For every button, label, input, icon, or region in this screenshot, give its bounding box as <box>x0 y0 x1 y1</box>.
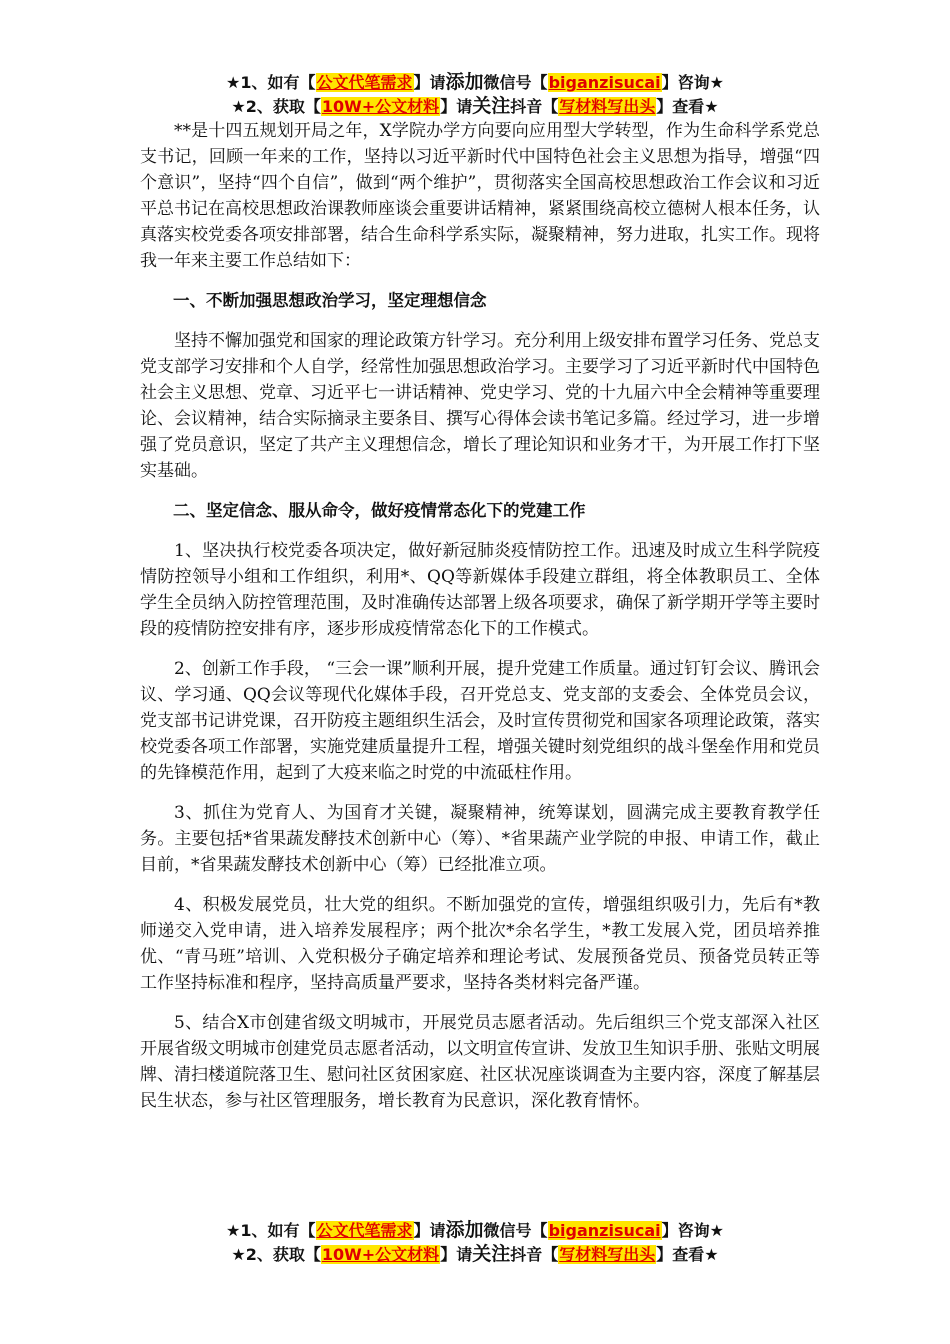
top-banner-line-1 <box>0 70 950 95</box>
banner-text: 】请 <box>440 1245 473 1264</box>
banner-text: 抖音【 <box>510 97 559 116</box>
banner-emphasis: 关注 <box>472 95 511 117</box>
banner-text: 】查看★ <box>656 1245 719 1264</box>
list-item-3: 3、抓住为党育人、为国育才关键，凝聚精神，统筹谋划，圆满完成主要教育教学任务。主要包括*省果蔬发酵技术创新中心（筹）、*省果蔬产业学院的申报、申请工作，截止目前，*省果蔬发酵技术创新中心（筹）已经批准立项。 <box>140 803 820 875</box>
list-item-1: 1、坚决执行校党委各项决定，做好新冠肺炎疫情防控工作。迅速及时成立生科学院疫情防控领导小组和工作组织，利用*、QQ等新媒体手段建立群组，将全体教职员工、全体学生全员纳入防控管理范围，及时准确传达部署上级各项要求，确保了新学期开学等主要时段的疫情防控安排有序，逐步形成疫情常态化下的工作模式。 <box>140 541 820 639</box>
banner-emphasis: 关注 <box>472 1243 511 1265</box>
banner-text: 1、如有【 <box>240 73 316 92</box>
banner-text: 微信号【 <box>483 73 548 92</box>
banner-text: 2、获取【 <box>245 1245 321 1264</box>
banner-text: 微信号【 <box>483 1221 548 1240</box>
list-item-4: 4、积极发展党员，壮大党的组织。不断加强党的宣传，增强组织吸引力，先后有*教师递交入党申请，进入培养发展程序；两个批次*余名学生，*教工发展入党，团员培养推优、“青马班”培训、入党积极分子确定培养和理论考试、发展预备党员、预备党员转正等工作坚持标准和程序，坚持高质量严要求，坚持各类材料完备严谨。 <box>140 895 820 993</box>
banner-text: 】请 <box>440 97 473 116</box>
banner-text: 1、如有【 <box>240 1221 316 1240</box>
star-icon: ★ <box>231 97 246 116</box>
highlight-materials[interactable]: 10W+公文材料 <box>321 1245 440 1264</box>
banner-text: 】咨询★ <box>661 73 724 92</box>
banner-text: 抖音【 <box>510 1245 559 1264</box>
star-icon: ★ <box>226 73 241 92</box>
highlight-service[interactable]: 公文代笔需求 <box>316 73 413 92</box>
banner-text: 2、获取【 <box>245 97 321 116</box>
list-item-5: 5、结合X市创建省级文明城市，开展党员志愿者活动。先后组织三个党支部深入社区开展省级文明城市创建党员志愿者活动，以文明宣传宣讲、发放卫生知识手册、张贴文明展牌、清扫楼道院落卫生、慰问社区贫困家庭、社区状况座谈调查为主要内容，深度了解基层民生状态，参与社区管理服务，增长教育为民意识，深化教育情怀。 <box>140 1013 820 1111</box>
top-banner-line-2 <box>0 94 950 119</box>
bottom-banner-line-1 <box>0 1218 950 1243</box>
highlight-douyin[interactable]: 写材料写出头 <box>559 1245 656 1264</box>
star-icon: ★ <box>231 1245 246 1264</box>
highlight-service[interactable]: 公文代笔需求 <box>316 1221 413 1240</box>
banner-emphasis: 添加 <box>445 71 484 93</box>
banner-emphasis: 添加 <box>445 1219 484 1241</box>
banner-text: 】查看★ <box>656 97 719 116</box>
section-1-paragraph: 坚持不懈加强党和国家的理论政策方针学习。充分利用上级安排布置学习任务、党总支党支部学习安排和个人自学，经常性加强思想政治学习。主要学习了习近平新时代中国特色社会主义思想、党章、习近平七一讲话精神、党史学习、党的十九届六中全会精神等重要理论、会议精神，结合实际摘录主要条目、撰写心得体会读书笔记多篇。经过学习，进一步增强了党员意识，坚定了共产主义理想信念，增长了理论知识和业务才干，为开展工作打下坚实基础。 <box>140 331 820 481</box>
banner-text: 】请 <box>413 73 446 92</box>
highlight-douyin[interactable]: 写材料写出头 <box>559 97 656 116</box>
list-item-2: 2、创新工作手段， “三会一课”顺利开展，提升党建工作质量。通过钉钉会议、腾讯会议、学习通、QQ会议等现代化媒体手段，召开党总支、党支部的支委会、全体党员会议，党支部书记讲党课，召开防疫主题组织生活会，及时宣传贯彻党和国家各项理论政策，落实校党委各项工作部署，实施党建质量提升工程，增强关键时刻党组织的战斗堡垒作用和党员的先锋模范作用，起到了大疫来临之时党的中流砥柱作用。 <box>140 659 820 783</box>
section-heading-1: 一、不断加强思想政治学习，坚定理想信念 <box>173 291 487 310</box>
section-heading-2: 二、坚定信念、服从命令，做好疫情常态化下的党建工作 <box>173 501 586 520</box>
highlight-wechat-id[interactable]: biganzisucai <box>548 73 661 92</box>
banner-text: 】咨询★ <box>661 1221 724 1240</box>
highlight-materials[interactable]: 10W+公文材料 <box>321 97 440 116</box>
document-body <box>140 118 820 1114</box>
highlight-wechat-id[interactable]: biganzisucai <box>548 1221 661 1240</box>
bottom-banner-line-2 <box>0 1242 950 1267</box>
banner-text: 】请 <box>413 1221 446 1240</box>
star-icon: ★ <box>226 1221 241 1240</box>
intro-paragraph: **是十四五规划开局之年，X学院办学方向要向应用型大学转型，作为生命科学系党总支书记，回顾一年来的工作，坚持以习近平新时代中国特色社会主义思想为指导，增强“四个意识”，坚持“四个自信”，做到“两个维护”，贯彻落实全国高校思想政治工作会议和习近平总书记在高校思想政治课教师座谈会重要讲话精神，紧紧围绕高校立德树人根本任务，认真落实校党委各项安排部署，结合生命科学系实际，凝聚精神，努力进取，扎实工作。现将我一年来主要工作总结如下： <box>140 121 820 271</box>
